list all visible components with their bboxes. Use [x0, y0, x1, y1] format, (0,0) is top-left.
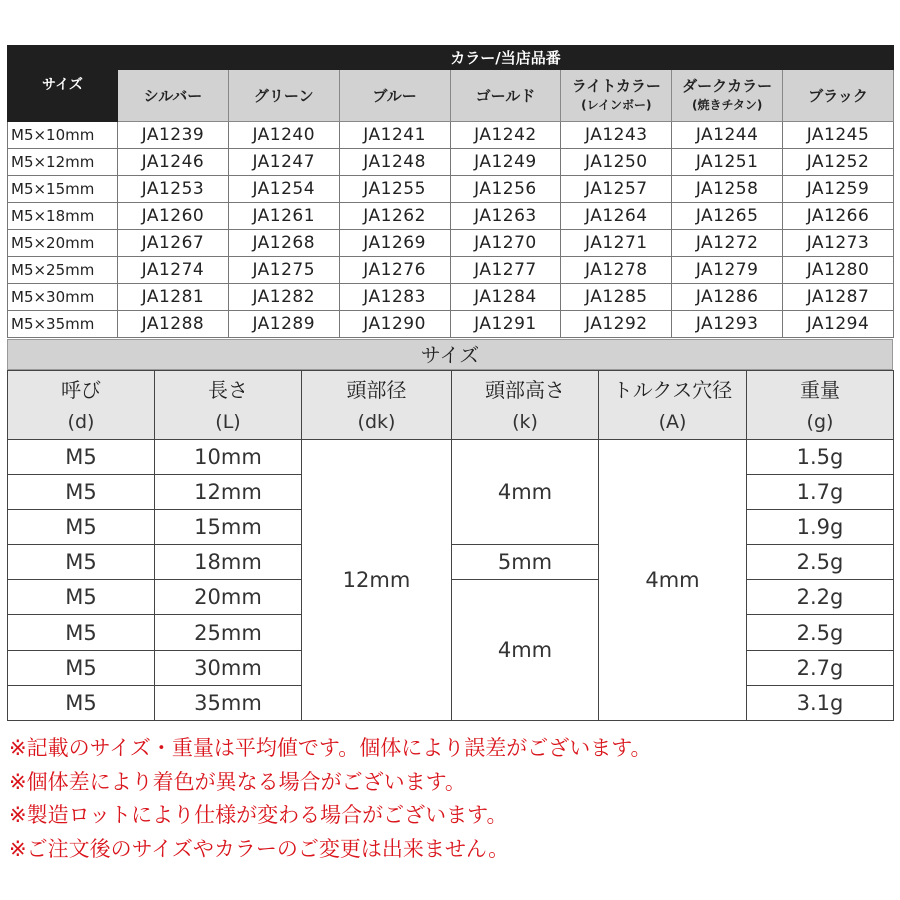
head-height-cell: 4mm — [452, 440, 599, 545]
size-section-title: サイズ — [7, 339, 893, 370]
size-cell: M5×30mm — [8, 284, 118, 311]
head-height-cell: 5mm — [452, 545, 599, 580]
length-cell: 30mm — [155, 650, 302, 685]
part-number-cell: JA1268 — [228, 230, 339, 257]
size-cell: M5×25mm — [8, 257, 118, 284]
table-row — [8, 230, 894, 257]
length-cell: 20mm — [155, 580, 302, 615]
weight-cell: 2.2g — [747, 580, 894, 615]
size-cell: M5×35mm — [8, 311, 118, 338]
table-row — [8, 176, 894, 203]
size-cell: M5×15mm — [8, 176, 118, 203]
part-number-cell: JA1265 — [672, 203, 783, 230]
spec-unit-head-diameter: (dk) — [302, 406, 452, 440]
part-number-cell: JA1285 — [561, 284, 672, 311]
part-number-rows — [8, 122, 894, 338]
part-number-cell: JA1270 — [450, 230, 561, 257]
part-number-cell: JA1263 — [450, 203, 561, 230]
nominal-cell: M5 — [8, 440, 155, 475]
note-color-variation: ※個体差により着色が異なる場合がございます。 — [9, 769, 466, 794]
note-no-order-change: ※ご注文後のサイズやカラーのご変更は出来ません。 — [9, 836, 510, 861]
color-header-black: ブラック — [783, 70, 894, 122]
part-number-cell: JA1291 — [450, 311, 561, 338]
length-cell: 15mm — [155, 510, 302, 545]
nominal-cell: M5 — [8, 580, 155, 615]
part-number-cell: JA1284 — [450, 284, 561, 311]
table-row — [8, 149, 894, 176]
size-header: サイズ — [8, 46, 118, 122]
part-number-cell: JA1294 — [783, 311, 894, 338]
head-height-cell: 4mm — [452, 580, 599, 720]
color-header-dark-name: ダークカラー — [682, 77, 773, 95]
part-number-cell: JA1247 — [228, 149, 339, 176]
spec-header-nominal: 呼び — [8, 371, 155, 406]
table-row — [8, 122, 894, 149]
part-number-cell: JA1245 — [783, 122, 894, 149]
weight-cell: 1.9g — [747, 510, 894, 545]
color-header-green: グリーン — [228, 70, 339, 122]
part-number-cell: JA1249 — [450, 149, 561, 176]
length-cell: 25mm — [155, 615, 302, 650]
part-number-cell: JA1255 — [339, 176, 450, 203]
part-number-cell: JA1256 — [450, 176, 561, 203]
color-part-number-header: カラー/当店品番 — [118, 46, 894, 70]
weight-cell: 1.5g — [747, 440, 894, 475]
spec-rows — [8, 440, 894, 721]
color-header-silver: シルバー — [118, 70, 229, 122]
weight-cell: 2.5g — [747, 545, 894, 580]
part-number-cell: JA1251 — [672, 149, 783, 176]
part-number-cell: JA1283 — [339, 284, 450, 311]
part-number-cell: JA1243 — [561, 122, 672, 149]
part-number-cell: JA1240 — [228, 122, 339, 149]
note-average-values: ※記載のサイズ・重量は平均値です。個体により誤差がございます。 — [9, 736, 652, 760]
notes — [9, 732, 891, 866]
part-number-cell: JA1241 — [339, 122, 450, 149]
size-cell: M5×12mm — [8, 149, 118, 176]
torx-hole-cell: 4mm — [599, 440, 747, 721]
part-number-cell: JA1287 — [783, 284, 894, 311]
part-number-cell: JA1259 — [783, 176, 894, 203]
part-number-cell: JA1292 — [561, 311, 672, 338]
part-number-cell: JA1272 — [672, 230, 783, 257]
part-number-cell: JA1264 — [561, 203, 672, 230]
color-header-dark — [672, 70, 783, 122]
spec-unit-length: (L) — [155, 406, 302, 440]
nominal-cell: M5 — [8, 475, 155, 510]
nominal-cell: M5 — [8, 545, 155, 580]
part-number-cell: JA1258 — [672, 176, 783, 203]
spec-unit-nominal: (d) — [8, 406, 155, 440]
part-number-cell: JA1269 — [339, 230, 450, 257]
note-spec-change: ※製造ロットにより仕様が変わる場合がございます。 — [9, 803, 508, 827]
part-number-cell: JA1253 — [118, 176, 229, 203]
length-cell: 18mm — [155, 545, 302, 580]
length-cell: 12mm — [155, 475, 302, 510]
table-row — [8, 257, 894, 284]
part-number-cell: JA1266 — [783, 203, 894, 230]
part-number-cell: JA1278 — [561, 257, 672, 284]
part-number-table — [7, 45, 894, 338]
part-number-cell: JA1282 — [228, 284, 339, 311]
part-number-cell: JA1242 — [450, 122, 561, 149]
color-header-blue: ブルー — [339, 70, 450, 122]
part-number-cell: JA1289 — [228, 311, 339, 338]
part-number-cell: JA1257 — [561, 176, 672, 203]
spec-header-torx-hole: トルクス穴径 — [599, 371, 747, 406]
part-number-cell: JA1276 — [339, 257, 450, 284]
size-cell: M5×18mm — [8, 203, 118, 230]
part-number-cell: JA1261 — [228, 203, 339, 230]
part-number-cell: JA1248 — [339, 149, 450, 176]
part-number-cell: JA1293 — [672, 311, 783, 338]
part-number-cell: JA1281 — [118, 284, 229, 311]
length-cell: 10mm — [155, 440, 302, 475]
part-number-cell: JA1254 — [228, 176, 339, 203]
spec-header-weight: 重量 — [747, 371, 894, 406]
part-number-cell: JA1262 — [339, 203, 450, 230]
part-number-cell: JA1250 — [561, 149, 672, 176]
nominal-cell: M5 — [8, 685, 155, 720]
color-header-light — [561, 70, 672, 122]
part-number-cell: JA1267 — [118, 230, 229, 257]
part-number-cell: JA1274 — [118, 257, 229, 284]
part-number-cell: JA1273 — [783, 230, 894, 257]
part-number-cell: JA1246 — [118, 149, 229, 176]
weight-cell: 1.7g — [747, 475, 894, 510]
size-spec-table — [7, 370, 894, 721]
table-row — [8, 203, 894, 230]
part-number-cell: JA1280 — [783, 257, 894, 284]
spec-header-head-diameter: 頭部径 — [302, 371, 452, 406]
table-row — [8, 311, 894, 338]
table-row — [8, 440, 894, 475]
spec-unit-torx-hole: (A) — [599, 406, 747, 440]
part-number-cell: JA1277 — [450, 257, 561, 284]
part-number-cell: JA1239 — [118, 122, 229, 149]
spec-unit-head-height: (k) — [452, 406, 599, 440]
size-cell: M5×20mm — [8, 230, 118, 257]
table-row — [8, 284, 894, 311]
nominal-cell: M5 — [8, 510, 155, 545]
part-number-cell: JA1290 — [339, 311, 450, 338]
color-header-dark-sub: (焼きチタン) — [691, 98, 763, 112]
spec-header-head-height: 頭部高さ — [452, 371, 599, 406]
weight-cell: 2.5g — [747, 615, 894, 650]
part-number-cell: JA1260 — [118, 203, 229, 230]
part-number-cell: JA1286 — [672, 284, 783, 311]
spec-header-length: 長さ — [155, 371, 302, 406]
part-number-cell: JA1279 — [672, 257, 783, 284]
color-header-light-name: ライトカラー — [571, 77, 661, 95]
weight-cell: 2.7g — [747, 650, 894, 685]
nominal-cell: M5 — [8, 615, 155, 650]
part-number-cell: JA1271 — [561, 230, 672, 257]
length-cell: 35mm — [155, 685, 302, 720]
nominal-cell: M5 — [8, 650, 155, 685]
size-cell: M5×10mm — [8, 122, 118, 149]
part-number-cell: JA1252 — [783, 149, 894, 176]
head-diameter-cell: 12mm — [302, 440, 452, 721]
color-header-light-sub: (レインボー) — [581, 98, 652, 112]
part-number-cell: JA1275 — [228, 257, 339, 284]
part-number-cell: JA1288 — [118, 311, 229, 338]
weight-cell: 3.1g — [747, 685, 894, 720]
color-header-gold: ゴールド — [450, 70, 561, 122]
spec-unit-weight: (g) — [747, 406, 894, 440]
part-number-cell: JA1244 — [672, 122, 783, 149]
